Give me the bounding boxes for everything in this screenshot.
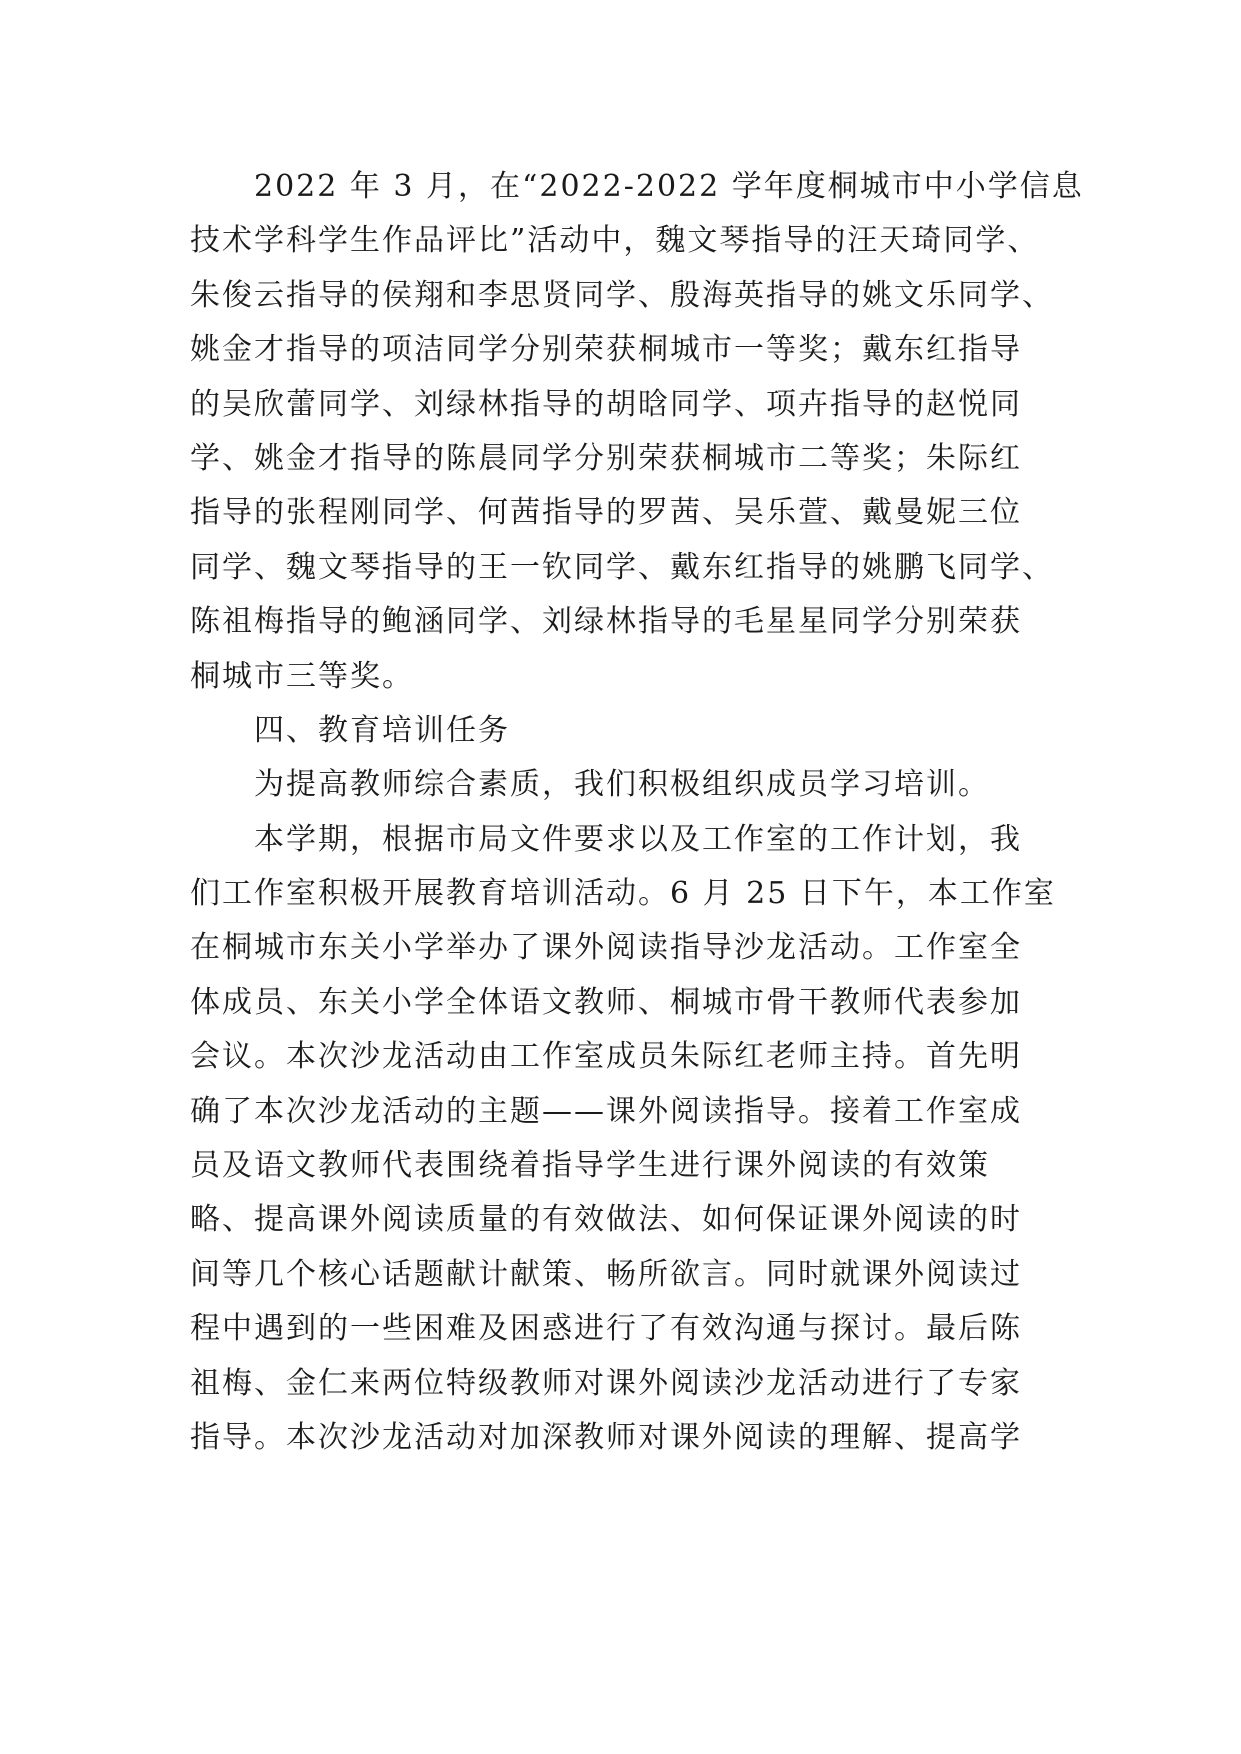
text-line: 本学期，根据市局文件要求以及工作室的工作计划，我 — [254, 821, 1022, 857]
text-line: 确了本次沙龙活动的主题——课外阅读指导。接着工作室成 — [190, 1093, 1022, 1129]
text-line: 间等几个核心话题献计献策、畅所欲言。同时就课外阅读过 — [190, 1256, 1022, 1292]
text-line: 2022 年 3 月，在“2022-2022 学年度桐城市中小学信息 — [254, 169, 1084, 204]
text-line: 指导的张程刚同学、何茜指导的罗茜、吴乐萱、戴曼妮三位 — [190, 495, 1022, 531]
text-line: 学、姚金才指导的陈晨同学分别荣获桐城市二等奖；朱际红 — [190, 440, 1022, 476]
text-line: 姚金才指导的项洁同学分别荣获桐城市一等奖；戴东红指导 — [190, 332, 1022, 368]
text-line: 的吴欣蕾同学、刘绿林指导的胡晗同学、项卉指导的赵悦同 — [190, 386, 1022, 422]
text-line: 桐城市三等奖。 — [190, 658, 414, 694]
text-line: 同学、魏文琴指导的王一钦同学、戴东红指导的姚鹏飞同学、 — [190, 549, 1054, 585]
text-line: 程中遇到的一些困难及困惑进行了有效沟通与探讨。最后陈 — [190, 1311, 1022, 1347]
text-line: 祖梅、金仁来两位特级教师对课外阅读沙龙活动进行了专家 — [190, 1365, 1022, 1401]
text-line: 技术学科学生作品评比”活动中，魏文琴指导的汪天琦同学、 — [190, 223, 1040, 259]
text-line: 员及语文教师代表围绕着指导学生进行课外阅读的有效策 — [190, 1148, 990, 1184]
text-line: 四、教育培训任务 — [254, 712, 510, 748]
text-line: 朱俊云指导的侯翔和李思贤同学、殷海英指导的姚文乐同学、 — [190, 277, 1054, 313]
text-line: 体成员、东关小学全体语文教师、桐城市骨干教师代表参加 — [190, 984, 1022, 1020]
text-line: 在桐城市东关小学举办了课外阅读指导沙龙活动。工作室全 — [190, 930, 1022, 966]
text-line: 陈祖梅指导的鲍涵同学、刘绿林指导的毛星星同学分别荣获 — [190, 604, 1022, 640]
text-line: 们工作室积极开展教育培训活动。6 月 25 日下午，本工作室 — [190, 876, 1056, 912]
text-line: 为提高教师综合素质，我们积极组织成员学习培训。 — [254, 767, 990, 803]
text-line: 会议。本次沙龙活动由工作室成员朱际红老师主持。首先明 — [190, 1039, 1022, 1075]
document-body — [190, 160, 1090, 1465]
text-line: 指导。本次沙龙活动对加深教师对课外阅读的理解、提高学 — [190, 1419, 1022, 1455]
text-line: 略、提高课外阅读质量的有效做法、如何保证课外阅读的时 — [190, 1202, 1022, 1238]
